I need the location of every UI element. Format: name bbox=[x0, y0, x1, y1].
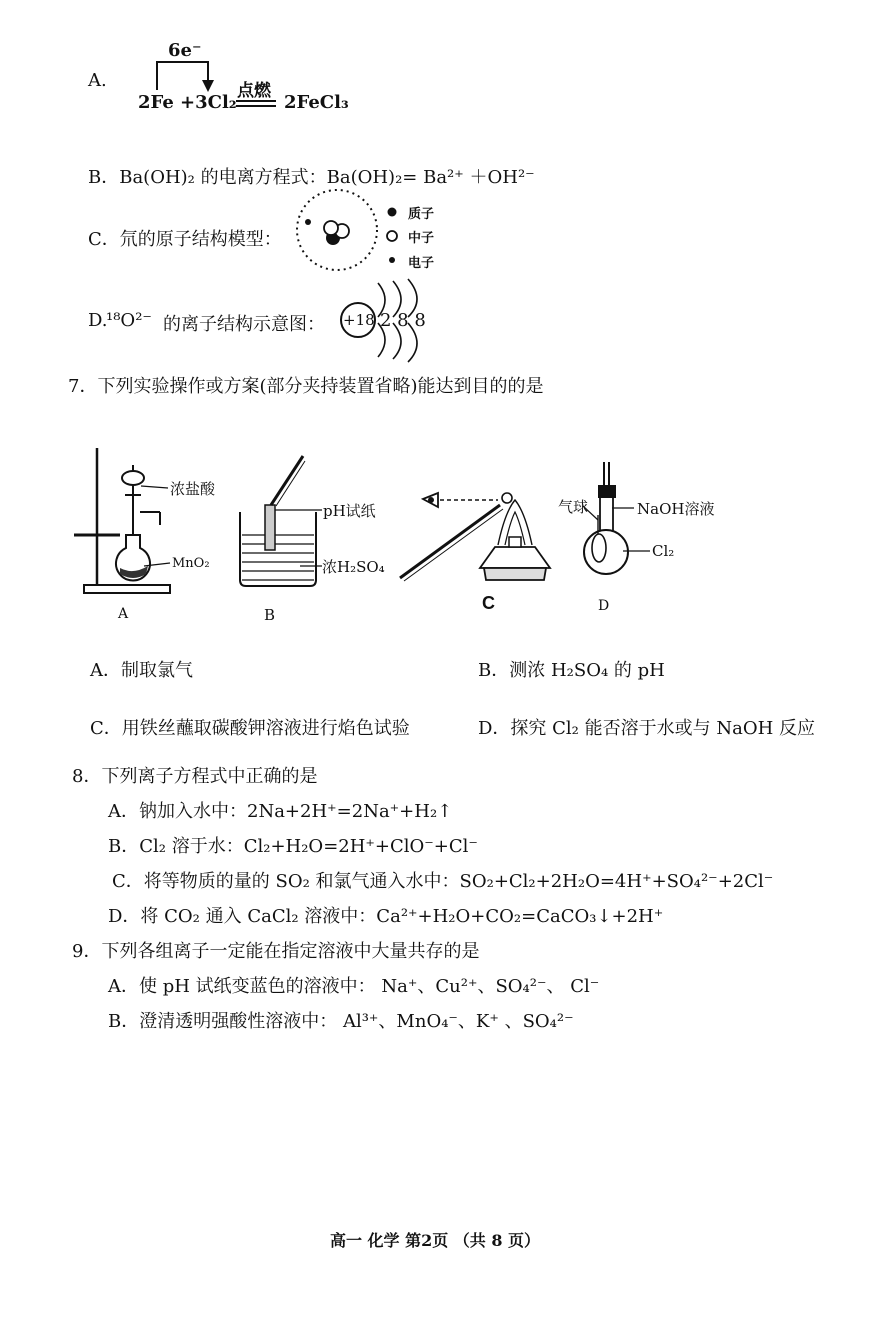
figure-a-chlorine-apparatus bbox=[74, 448, 170, 593]
oxygen-isotope-ion: ¹⁸O²⁻ bbox=[106, 310, 152, 331]
page-footer: 高一 化学 第2页 （共 8 页） bbox=[329, 1231, 541, 1250]
figure-c-flame-test bbox=[400, 493, 550, 581]
legend-proton: 质子 bbox=[408, 207, 435, 222]
fig-b-label: B bbox=[264, 606, 276, 624]
fig-b-reagent-ph-paper: pH试纸 bbox=[323, 502, 376, 520]
legend-neutron: 中子 bbox=[408, 231, 435, 246]
fig-a-reagent-mno2: MnO₂ bbox=[172, 556, 210, 571]
fig-d-cl2: Cl₂ bbox=[652, 542, 675, 560]
legend-electron: 电子 bbox=[408, 256, 435, 271]
equation-reactants: 2Fe +3Cl₂ bbox=[138, 92, 237, 113]
fig-d-balloon: 气球 bbox=[558, 498, 589, 516]
q6-option-b: B．Ba(OH)₂ 的电离方程式：Ba(OH)₂= Ba²⁺ ＋OH²⁻ bbox=[88, 167, 535, 188]
fig-d-label: D bbox=[598, 598, 610, 614]
q6-option-d-text: 的离子结构示意图： bbox=[163, 314, 325, 335]
q6-option-c: C．氘的原子结构模型： bbox=[88, 229, 282, 250]
electron-transfer-label: 6e⁻ bbox=[168, 40, 202, 61]
q8-option-b: B．Cl₂ 溶于水：Cl₂+H₂O=2H⁺+ClO⁻+Cl⁻ bbox=[108, 836, 478, 857]
equation-products: 2FeCl₃ bbox=[284, 92, 349, 113]
q8-option-a: A．钠加入水中：2Na+2H⁺=2Na⁺+H₂↑ bbox=[108, 801, 453, 822]
q7-option-b: B．测浓 H₂SO₄ 的 pH bbox=[478, 660, 665, 681]
q8-option-c: C．将等物质的量的 SO₂ 和氯气通入水中：SO₂+Cl₂+2H₂O=4H⁺+SO₄²⁻+2Cl⁻ bbox=[112, 871, 774, 892]
fig-a-label: A bbox=[118, 606, 129, 622]
q7-option-d: D．探究 Cl₂ 能否溶于水或与 NaOH 反应 bbox=[478, 718, 815, 739]
electron-shells: 2 8 8 bbox=[380, 310, 426, 331]
fig-a-reagent-hcl: 浓盐酸 bbox=[170, 480, 216, 498]
fig-c-label: C bbox=[482, 593, 495, 613]
q7-option-a: A．制取氯气 bbox=[90, 660, 193, 681]
q8-stem: 8．下列离子方程式中正确的是 bbox=[72, 766, 318, 787]
q7-option-c: C．用铁丝蘸取碳酸钾溶液进行焰色试验 bbox=[90, 718, 410, 739]
q6-option-a-label: A. bbox=[88, 70, 107, 91]
reaction-condition: 点燃 bbox=[237, 81, 271, 101]
q9-option-a: A．使 pH 试纸变蓝色的溶液中： Na⁺、Cu²⁺、SO₄²⁻、 Cl⁻ bbox=[108, 976, 600, 997]
q8-option-d: D．将 CO₂ 通入 CaCl₂ 溶液中：Ca²⁺+H₂O+CO₂=CaCO₃↓+2H⁺ bbox=[108, 906, 664, 927]
nucleus-charge: +18 bbox=[343, 311, 375, 329]
figure-b-beaker bbox=[240, 456, 322, 586]
q6-option-d-prefix: D. bbox=[88, 310, 108, 331]
q7-apparatus-figures bbox=[0, 0, 870, 640]
q9-stem: 9．下列各组离子一定能在指定溶液中大量共存的是 bbox=[72, 941, 480, 962]
q9-option-b: B．澄清透明强酸性溶液中： Al³⁺、MnO₄⁻、K⁺ 、SO₄²⁻ bbox=[108, 1011, 574, 1032]
fig-d-naoh: NaOH溶液 bbox=[637, 500, 715, 518]
fig-b-reagent-h2so4: 浓H₂SO₄ bbox=[322, 558, 385, 576]
q7-stem: 7．下列实验操作或方案(部分夹持装置省略)能达到目的的是 bbox=[68, 376, 544, 397]
